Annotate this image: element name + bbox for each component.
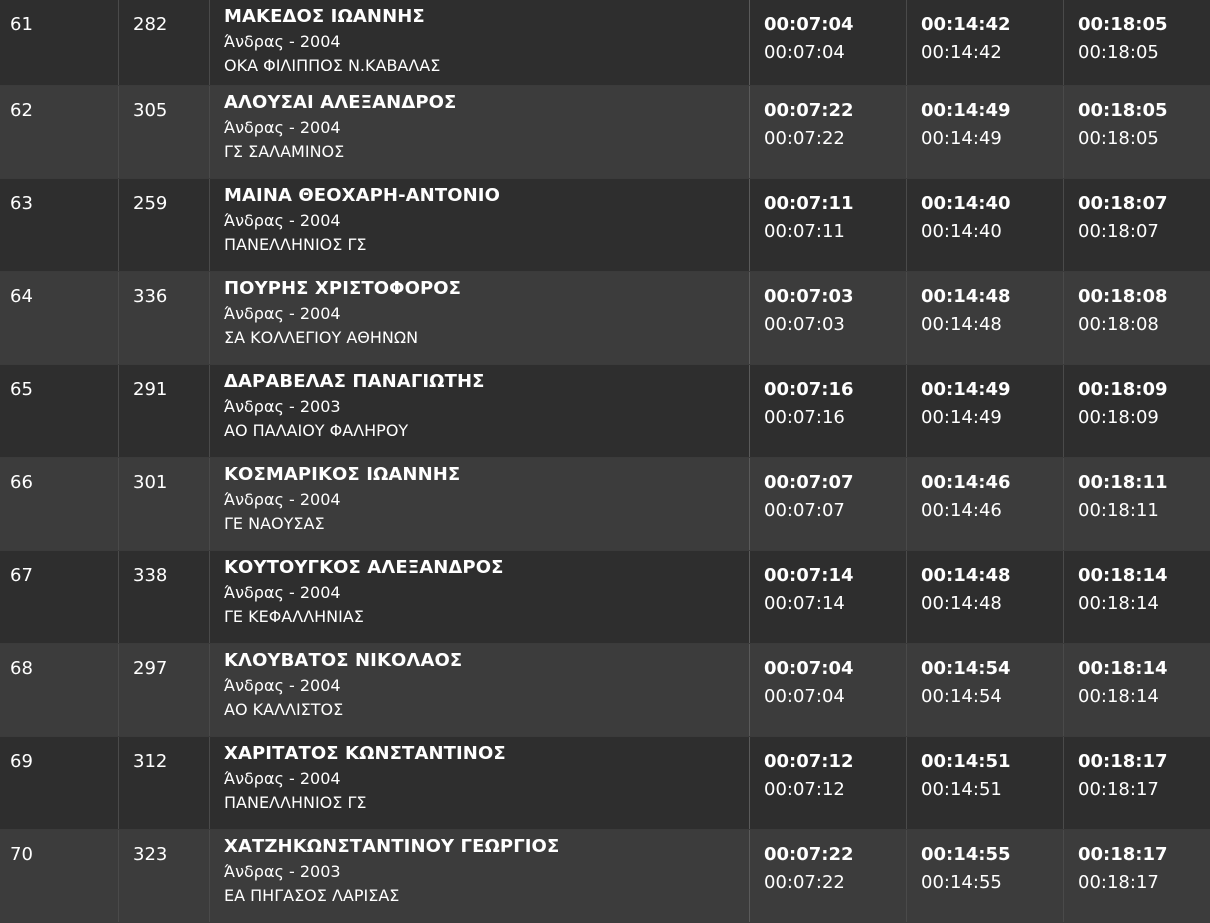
table-row[interactable]	[0, 737, 1210, 830]
split-2-cell	[906, 551, 1063, 643]
split-3-subtime: 00:18:08	[1078, 314, 1159, 335]
split-2-time: 00:14:40	[921, 193, 1011, 214]
rank: 68	[10, 658, 33, 679]
split-3-cell	[1063, 458, 1210, 550]
split-3-time: 00:18:05	[1078, 100, 1168, 121]
split-1-cell	[749, 0, 906, 85]
athlete-category: Άνδρας - 2003	[224, 862, 341, 881]
rank: 64	[10, 286, 33, 307]
athlete-name[interactable]: ΚΟΥΤΟΥΓΚΟΣ ΑΛΕΞΑΝΔΡΟΣ	[224, 557, 504, 578]
athlete-club: ΠΑΝΕΛΛΗΝΙΟΣ ΓΣ	[224, 793, 367, 812]
athlete-name[interactable]: ΜΑΙΝΑ ΘΕΟΧΑΡΗ-ΑΝΤΟΝΙΟ	[224, 185, 500, 206]
athlete-cell	[209, 830, 749, 922]
split-1-time: 00:07:22	[764, 100, 854, 121]
athlete-category: Άνδρας - 2004	[224, 583, 341, 602]
split-1-time: 00:07:04	[764, 658, 854, 679]
split-2-subtime: 00:14:51	[921, 779, 1002, 800]
split-3-time: 00:18:14	[1078, 658, 1168, 679]
split-1-time: 00:07:03	[764, 286, 854, 307]
split-3-cell	[1063, 551, 1210, 643]
split-3-cell	[1063, 644, 1210, 736]
athlete-name[interactable]: ΚΟΣΜΑΡΙΚΟΣ ΙΩΑΝΝΗΣ	[224, 464, 461, 485]
bib-cell	[118, 86, 209, 178]
table-row[interactable]	[0, 551, 1210, 644]
athlete-name[interactable]: ΔΑΡΑΒΕΛΑΣ ΠΑΝΑΓΙΩΤΗΣ	[224, 371, 485, 392]
bib-number: 336	[133, 286, 168, 307]
split-2-time: 00:14:49	[921, 379, 1011, 400]
split-1-time: 00:07:14	[764, 565, 854, 586]
athlete-name[interactable]: ΜΑΚΕΔΟΣ ΙΩΑΝΝΗΣ	[224, 6, 425, 27]
athlete-category: Άνδρας - 2004	[224, 676, 341, 695]
split-2-subtime: 00:14:42	[921, 42, 1002, 63]
rank: 67	[10, 565, 33, 586]
athlete-category: Άνδρας - 2004	[224, 490, 341, 509]
split-3-subtime: 00:18:14	[1078, 593, 1159, 614]
rank: 69	[10, 751, 33, 772]
athlete-cell	[209, 0, 749, 85]
split-2-cell	[906, 0, 1063, 85]
bib-number: 323	[133, 844, 168, 865]
athlete-category: Άνδρας - 2004	[224, 769, 341, 788]
split-2-subtime: 00:14:48	[921, 593, 1002, 614]
split-1-cell	[749, 830, 906, 922]
rank-cell	[0, 551, 118, 643]
split-1-subtime: 00:07:22	[764, 128, 845, 149]
rank-cell	[0, 179, 118, 271]
split-2-cell	[906, 179, 1063, 271]
athlete-cell	[209, 365, 749, 457]
rank-cell	[0, 365, 118, 457]
rank-cell	[0, 0, 118, 85]
athlete-club: ΕΑ ΠΗΓΑΣΟΣ ΛΑΡΙΣΑΣ	[224, 886, 400, 905]
athlete-name[interactable]: ΠΟΥΡΗΣ ΧΡΙΣΤΟΦΟΡΟΣ	[224, 278, 462, 299]
athlete-category: Άνδρας - 2004	[224, 118, 341, 137]
split-2-subtime: 00:14:49	[921, 407, 1002, 428]
split-2-cell	[906, 644, 1063, 736]
split-3-subtime: 00:18:11	[1078, 500, 1159, 521]
split-3-cell	[1063, 830, 1210, 922]
split-1-time: 00:07:07	[764, 472, 854, 493]
rank: 70	[10, 844, 33, 865]
bib-cell	[118, 551, 209, 643]
split-3-time: 00:18:08	[1078, 286, 1168, 307]
athlete-name[interactable]: ΧΑΡΙΤΑΤΟΣ ΚΩΝΣΤΑΝΤΙΝΟΣ	[224, 743, 506, 764]
rank: 63	[10, 193, 33, 214]
split-1-cell	[749, 644, 906, 736]
split-1-cell	[749, 86, 906, 178]
athlete-club: ΟΚΑ ΦΙΛΙΠΠΟΣ Ν.ΚΑΒΑΛΑΣ	[224, 56, 441, 75]
athlete-category: Άνδρας - 2004	[224, 304, 341, 323]
split-2-cell	[906, 737, 1063, 829]
bib-number: 259	[133, 193, 168, 214]
split-1-cell	[749, 272, 906, 364]
split-1-cell	[749, 737, 906, 829]
split-1-subtime: 00:07:07	[764, 500, 845, 521]
split-1-subtime: 00:07:04	[764, 686, 845, 707]
split-1-cell	[749, 179, 906, 271]
split-1-time: 00:07:16	[764, 379, 854, 400]
split-3-time: 00:18:09	[1078, 379, 1168, 400]
split-3-cell	[1063, 0, 1210, 85]
bib-number: 338	[133, 565, 168, 586]
split-2-time: 00:14:51	[921, 751, 1011, 772]
bib-cell	[118, 737, 209, 829]
rank: 62	[10, 100, 33, 121]
split-3-cell	[1063, 737, 1210, 829]
split-3-cell	[1063, 365, 1210, 457]
split-1-cell	[749, 458, 906, 550]
split-3-time: 00:18:07	[1078, 193, 1168, 214]
rank-cell	[0, 644, 118, 736]
split-2-subtime: 00:14:54	[921, 686, 1002, 707]
split-1-time: 00:07:04	[764, 14, 854, 35]
athlete-name[interactable]: ΑΛΟΥΣΑΙ ΑΛΕΞΑΝΔΡΟΣ	[224, 92, 457, 113]
split-3-subtime: 00:18:05	[1078, 128, 1159, 149]
split-2-subtime: 00:14:49	[921, 128, 1002, 149]
table-row[interactable]	[0, 179, 1210, 272]
split-2-time: 00:14:49	[921, 100, 1011, 121]
split-3-time: 00:18:14	[1078, 565, 1168, 586]
rank-cell	[0, 830, 118, 922]
split-1-subtime: 00:07:12	[764, 779, 845, 800]
athlete-cell	[209, 644, 749, 736]
athlete-cell	[209, 272, 749, 364]
rank: 65	[10, 379, 33, 400]
bib-number: 301	[133, 472, 168, 493]
bib-number: 282	[133, 14, 168, 35]
table-row[interactable]	[0, 458, 1210, 551]
bib-cell	[118, 365, 209, 457]
split-1-subtime: 00:07:04	[764, 42, 845, 63]
split-2-cell	[906, 365, 1063, 457]
split-3-cell	[1063, 179, 1210, 271]
split-3-time: 00:18:17	[1078, 844, 1168, 865]
bib-number: 305	[133, 100, 168, 121]
split-3-cell	[1063, 272, 1210, 364]
athlete-club: ΑΟ ΠΑΛΑΙΟΥ ΦΑΛΗΡΟΥ	[224, 421, 409, 440]
table-row[interactable]	[0, 0, 1210, 86]
bib-number: 297	[133, 658, 168, 679]
athlete-cell	[209, 458, 749, 550]
split-1-subtime: 00:07:11	[764, 221, 845, 242]
table-row[interactable]	[0, 644, 1210, 737]
split-3-subtime: 00:18:05	[1078, 42, 1159, 63]
split-1-subtime: 00:07:16	[764, 407, 845, 428]
rank-cell	[0, 458, 118, 550]
table-row[interactable]	[0, 365, 1210, 458]
bib-cell	[118, 458, 209, 550]
bib-cell	[118, 179, 209, 271]
table-row[interactable]	[0, 272, 1210, 365]
athlete-category: Άνδρας - 2003	[224, 397, 341, 416]
split-2-subtime: 00:14:46	[921, 500, 1002, 521]
athlete-cell	[209, 86, 749, 178]
athlete-cell	[209, 179, 749, 271]
bib-cell	[118, 272, 209, 364]
split-1-subtime: 00:07:22	[764, 872, 845, 893]
athlete-club: ΣΑ ΚΟΛΛΕΓΙΟΥ ΑΘΗΝΩΝ	[224, 328, 419, 347]
bib-cell	[118, 830, 209, 922]
split-2-time: 00:14:48	[921, 565, 1011, 586]
athlete-club: ΓΣ ΣΑΛΑΜΙΝΟΣ	[224, 142, 345, 161]
split-2-time: 00:14:55	[921, 844, 1011, 865]
split-2-cell	[906, 86, 1063, 178]
athlete-cell	[209, 551, 749, 643]
split-2-cell	[906, 272, 1063, 364]
rank: 61	[10, 14, 33, 35]
bib-cell	[118, 0, 209, 85]
bib-cell	[118, 644, 209, 736]
split-3-subtime: 00:18:17	[1078, 872, 1159, 893]
split-1-time: 00:07:22	[764, 844, 854, 865]
split-1-cell	[749, 551, 906, 643]
bib-number: 312	[133, 751, 168, 772]
athlete-cell	[209, 737, 749, 829]
split-1-time: 00:07:12	[764, 751, 854, 772]
split-1-subtime: 00:07:03	[764, 314, 845, 335]
bib-number: 291	[133, 379, 168, 400]
split-1-time: 00:07:11	[764, 193, 854, 214]
athlete-category: Άνδρας - 2004	[224, 211, 341, 230]
athlete-name[interactable]: ΧΑΤΖΗΚΩΝΣΤΑΝΤΙΝΟΥ ΓΕΩΡΓΙΟΣ	[224, 836, 560, 857]
athlete-club: ΓΕ ΝΑΟΥΣΑΣ	[224, 514, 325, 533]
table-row[interactable]	[0, 86, 1210, 179]
rank-cell	[0, 272, 118, 364]
split-2-subtime: 00:14:40	[921, 221, 1002, 242]
split-3-cell	[1063, 86, 1210, 178]
split-3-time: 00:18:17	[1078, 751, 1168, 772]
split-1-subtime: 00:07:14	[764, 593, 845, 614]
split-3-time: 00:18:11	[1078, 472, 1168, 493]
split-3-subtime: 00:18:14	[1078, 686, 1159, 707]
athlete-club: ΑΟ ΚΑΛΛΙΣΤΟΣ	[224, 700, 344, 719]
rank: 66	[10, 472, 33, 493]
split-3-subtime: 00:18:09	[1078, 407, 1159, 428]
split-2-time: 00:14:48	[921, 286, 1011, 307]
rank-cell	[0, 86, 118, 178]
split-1-cell	[749, 365, 906, 457]
rank-cell	[0, 737, 118, 829]
athlete-category: Άνδρας - 2004	[224, 32, 341, 51]
table-row[interactable]	[0, 830, 1210, 923]
split-2-subtime: 00:14:55	[921, 872, 1002, 893]
athlete-club: ΠΑΝΕΛΛΗΝΙΟΣ ΓΣ	[224, 235, 367, 254]
split-3-subtime: 00:18:17	[1078, 779, 1159, 800]
athlete-name[interactable]: ΚΛΟΥΒΑΤΟΣ ΝΙΚΟΛΑΟΣ	[224, 650, 463, 671]
split-3-subtime: 00:18:07	[1078, 221, 1159, 242]
split-2-time: 00:14:42	[921, 14, 1011, 35]
split-2-cell	[906, 458, 1063, 550]
split-2-time: 00:14:46	[921, 472, 1011, 493]
split-2-subtime: 00:14:48	[921, 314, 1002, 335]
split-3-time: 00:18:05	[1078, 14, 1168, 35]
athlete-club: ΓΕ ΚΕΦΑΛΛΗΝΙΑΣ	[224, 607, 364, 626]
split-2-cell	[906, 830, 1063, 922]
split-2-time: 00:14:54	[921, 658, 1011, 679]
